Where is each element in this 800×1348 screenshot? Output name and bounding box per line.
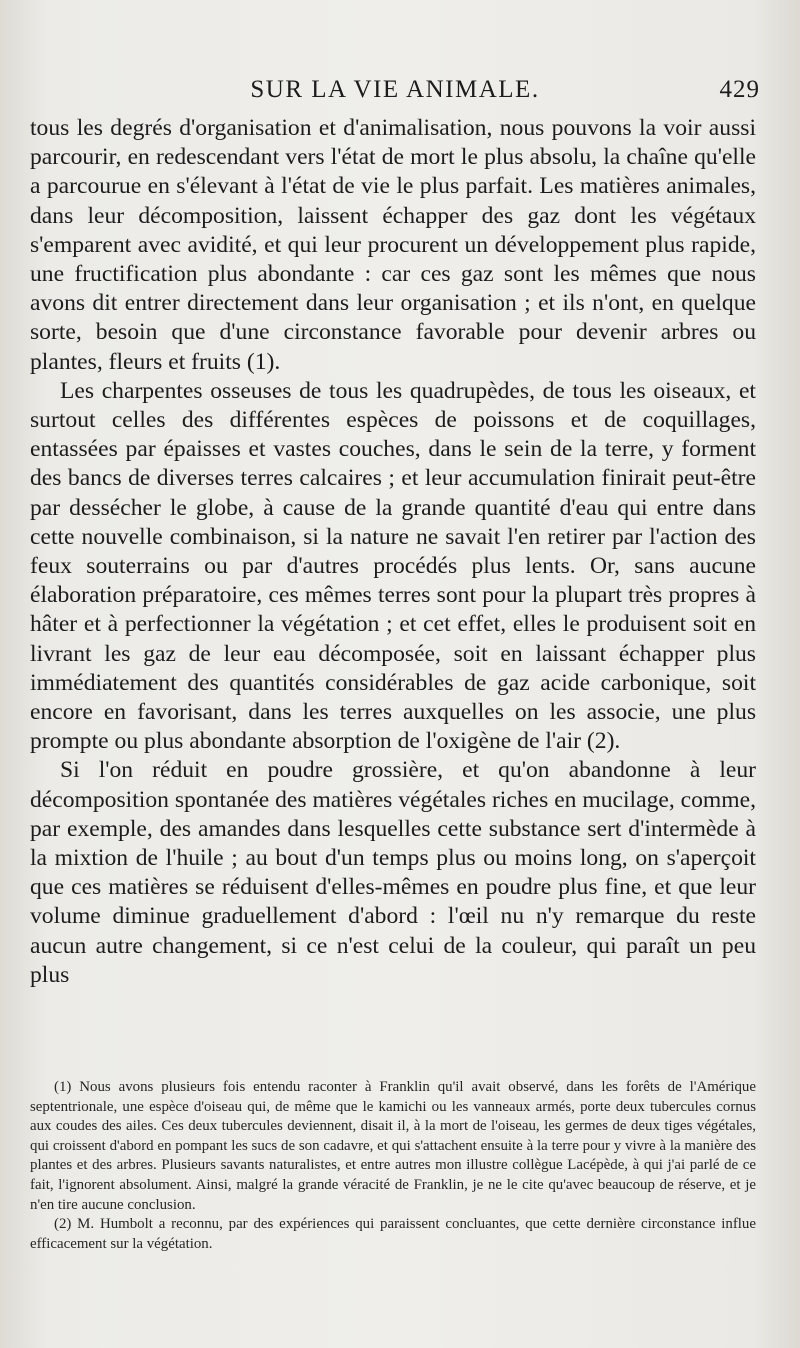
running-title: SUR LA VIE ANIMALE. bbox=[250, 76, 540, 103]
footnote-1: (1) Nous avons plusieurs fois entendu raconter à Franklin qu'il avait observé, dans les forêts de l'Amérique septentrionale, une espèce d'oiseau qui, de même que le kamichi ou les vanneaux armés, porte deux tubercules cornus aux coudes des ailes. Ces deux tubercules deviennent, disait il, à la mort de l'oiseau, les germes de deux tiges végétales, qui croissent d'abord en pompant les sucs de son cadavre, et qui s'attachent ensuite à la terre pour y vivre à la manière des plantes et des arbres. Plusieurs savants naturalistes, et entre autres mon illustre collègue Lacépède, à qui j'ai parlé de ce fait, l'ignorent absolument. Ainsi, malgré la grande véracité de Franklin, je ne le cite qu'avec beaucoup de réserve, et je n'en tire aucune conclusion. bbox=[30, 1079, 756, 1213]
footnotes bbox=[30, 1078, 756, 1254]
footnote-2: (2) M. Humbolt a reconnu, par des expériences qui paraissent concluantes, que cette dernière circonstance influe efficacement sur la végétation. bbox=[30, 1216, 756, 1252]
page-number: 429 bbox=[719, 76, 760, 103]
body-text bbox=[30, 114, 756, 990]
paragraph: Si l'on réduit en poudre grossière, et qu'on abandonne à leur décomposition spontanée des matières végétales riches en mucilage, comme, par exemple, des amandes dans lesquelles cette substance sert d'intermède à la mixtion de l'huile ; au bout d'un temps plus ou moins long, on s'aperçoit que ces matières se réduisent d'elles-mêmes en poudre plus fine, et que leur volume diminue graduellement d'abord : l'œil nu n'y remarque du reste aucun autre changement, si ce n'est celui de la couleur, qui paraît un peu plus bbox=[30, 757, 756, 988]
page-header bbox=[30, 76, 760, 110]
paragraph-continued: tous les degrés d'organisation et d'animalisation, nous pouvons la voir aussi parcourir, en redescendant vers l'état de mort le plus absolu, la chaîne qu'elle a parcourue en s'élevant à l'état de vie le plus parfait. Les matières animales, dans leur décomposition, laissent échapper des gaz dont les végétaux s'emparent avec avidité, et qui leur procurent un développement plus rapide, une fructification plus abondante : car ces gaz sont les mêmes que nous avons dit entrer directement dans leur organisation ; et ils n'ont, en quelque sorte, besoin que d'une circonstance favorable pour devenir arbres ou plantes, fleurs et fruits (1). bbox=[30, 115, 756, 375]
paragraph: Les charpentes osseuses de tous les quadrupèdes, de tous les oiseaux, et surtout celles des différentes espèces de poissons et de coquillages, entassées par épaisses et vastes couches, dans le sein de la terre, y forment des bancs de diverses terres calcaires ; et leur accumulation finirait peut-être par dessécher le globe, à cause de la grande quantité d'eau qui entre dans cette nouvelle combinaison, si la nature ne savait l'en retirer par l'action des feux souterrains ou par d'autres procédés plus lents. Or, sans aucune élaboration préparatoire, ces mêmes terres sont pour la plupart très propres à hâter et à perfectionner la végétation ; et cet effet, elles le produisent soit en livrant les gaz de leur eau décomposée, soit en laissant échapper plus immédiatement des quantités considérables de gaz acide carbonique, soit encore en favorisant, dans les terres auxquelles on les associe, une plus prompte ou plus abondante absorption de l'oxigène de l'air (2). bbox=[30, 377, 756, 755]
